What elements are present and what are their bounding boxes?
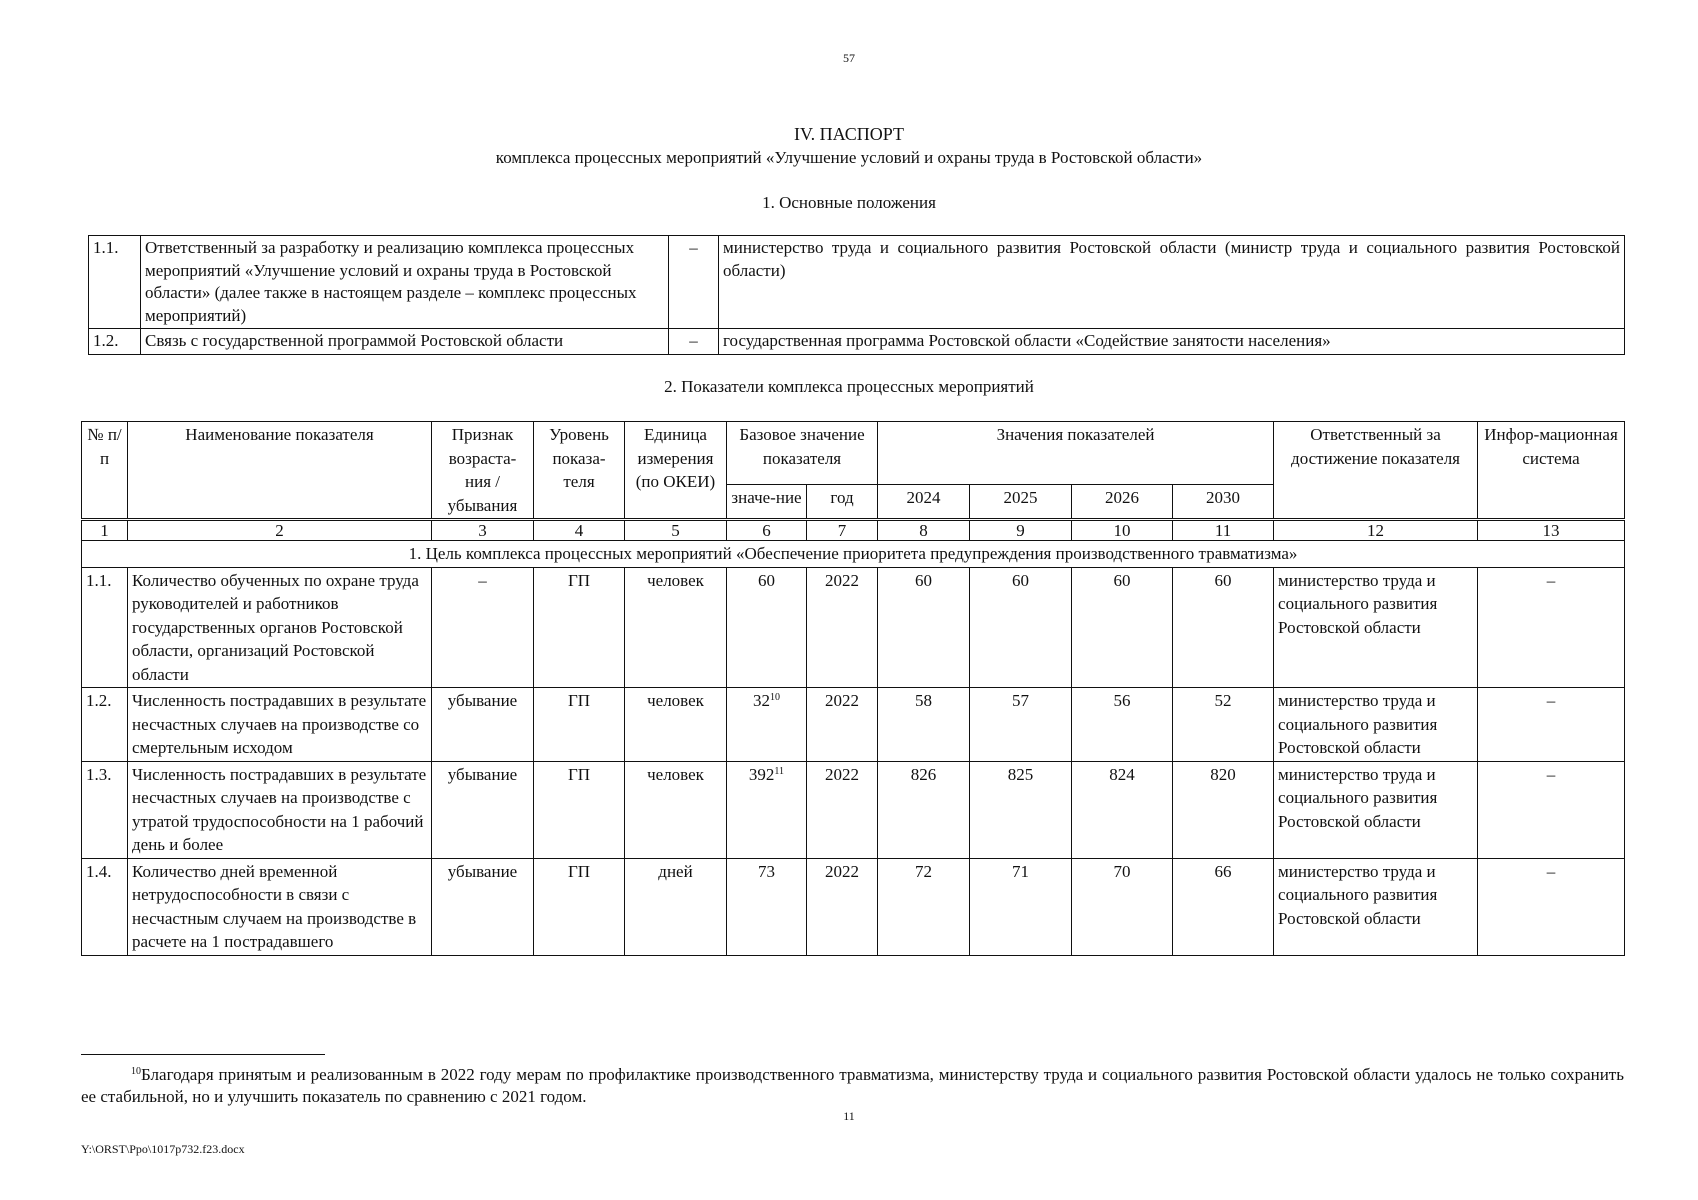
column-number: 3: [432, 520, 534, 541]
table-row: [82, 567, 1625, 688]
indicator-value-2025: 57: [970, 688, 1072, 762]
indicator-responsible: министерство труда и социального развития Ростовской области: [1274, 761, 1478, 858]
column-number: 2: [128, 520, 432, 541]
document-subtitle: комплекса процессных мероприятий «Улучшение условий и охраны труда в Ростовской области»: [495, 148, 1203, 167]
header-level: Уровень показа-теля: [534, 422, 625, 520]
document-title: IV. ПАСПОРТ: [793, 124, 904, 144]
table-row: [89, 329, 1625, 355]
footnote-ref: 11: [774, 765, 785, 777]
provision-name: Связь с государственной программой Ростовской области: [141, 329, 669, 355]
indicator-value-2026: 824: [1072, 761, 1173, 858]
row-number: 1.1.: [89, 236, 141, 329]
column-number: 12: [1274, 520, 1478, 541]
indicator-value-2030: 52: [1173, 688, 1274, 762]
indicator-base-year: 2022: [807, 858, 878, 955]
indicator-value-2026: 60: [1072, 567, 1173, 688]
indicator-value-2030: 820: [1173, 761, 1274, 858]
footnote-ref: 10: [770, 692, 780, 703]
indicator-value-2024: 826: [878, 761, 970, 858]
header-year-2026: 2026: [1072, 485, 1173, 520]
indicator-base-year: 2022: [807, 688, 878, 762]
indicator-name: Численность пострадавших в результате несчастных случаев на производстве со смертельным исходом: [128, 688, 432, 762]
indicator-value-2025: 71: [970, 858, 1072, 955]
indicator-info-system: –: [1478, 688, 1625, 762]
indicator-level: ГП: [534, 567, 625, 688]
indicator-info-system: –: [1478, 761, 1625, 858]
indicator-info-system: –: [1478, 567, 1625, 688]
column-number: 5: [625, 520, 727, 541]
row-number: 1.4.: [82, 858, 128, 955]
indicator-unit: человек: [625, 761, 727, 858]
header-num: № п/п: [82, 422, 128, 520]
indicator-value-2030: 66: [1173, 858, 1274, 955]
indicator-value-2024: 72: [878, 858, 970, 955]
indicator-base-value: 73: [727, 858, 807, 955]
indicator-name: Количество обученных по охране труда руководителей и работников государственных органов Ростовской области, организаций Ростовской области: [128, 567, 432, 688]
row-number: 1.2.: [82, 688, 128, 762]
header-sign: Признак возраста-ния / убывания: [432, 422, 534, 520]
provision-value: министерство труда и социального развития Ростовской области (министр труда и социального развития Ростовской области): [719, 236, 1625, 329]
header-name: Наименование показателя: [128, 422, 432, 520]
footnote-separator: [81, 1054, 325, 1055]
column-number: 8: [878, 520, 970, 541]
indicator-value-2030: 60: [1173, 567, 1274, 688]
indicator-responsible: министерство труда и социального развития Ростовской области: [1274, 688, 1478, 762]
indicator-base-year: 2022: [807, 761, 878, 858]
header-responsible: Ответственный за достижение показателя: [1274, 422, 1478, 520]
table-header-row: [82, 422, 1625, 485]
footnote: [81, 1064, 1624, 1108]
table-row: [82, 761, 1625, 858]
column-number: 9: [970, 520, 1072, 541]
indicator-value-2026: 56: [1072, 688, 1173, 762]
column-number: 7: [807, 520, 878, 541]
main-provisions-table: [88, 235, 1625, 355]
indicator-unit: человек: [625, 688, 727, 762]
indicator-base-value: 60: [727, 567, 807, 688]
indicator-unit: человек: [625, 567, 727, 688]
section-1-heading: 1. Основные положения: [762, 193, 936, 212]
indicator-value-2024: 58: [878, 688, 970, 762]
header-base: Базовое значение показателя: [727, 422, 878, 485]
indicator-level: ГП: [534, 858, 625, 955]
indicator-name: Количество дней временной нетрудоспособности в связи с несчастным случаем на производстве в расчете на 1 пострадавшего: [128, 858, 432, 955]
goal-title: 1. Цель комплекса процессных мероприятий «Обеспечение приоритета предупреждения производственного травматизма»: [82, 541, 1625, 568]
indicator-info-system: –: [1478, 858, 1625, 955]
indicator-sign: –: [432, 567, 534, 688]
header-year-2024: 2024: [878, 485, 970, 520]
header-base-value: значе-ние: [727, 485, 807, 520]
indicator-value-2025: 60: [970, 567, 1072, 688]
page-number: 57: [843, 51, 855, 65]
provision-value: государственная программа Ростовской области «Содействие занятости населения»: [719, 329, 1625, 355]
indicator-sign: убывание: [432, 688, 534, 762]
indicator-responsible: министерство труда и социального развития Ростовской области: [1274, 567, 1478, 688]
header-values: Значения показателей: [878, 422, 1274, 485]
header-base-year: год: [807, 485, 878, 520]
header-unit: Единица измерения (по ОКЕИ): [625, 422, 727, 520]
indicator-unit: дней: [625, 858, 727, 955]
indicator-sign: убывание: [432, 761, 534, 858]
column-number: 10: [1072, 520, 1173, 541]
column-numbers-row: [82, 520, 1625, 541]
row-number: 1.3.: [82, 761, 128, 858]
indicator-base-value: $32^{10}$: [727, 688, 807, 762]
column-number: 4: [534, 520, 625, 541]
header-year-2025: 2025: [970, 485, 1072, 520]
indicator-value-2026: 70: [1072, 858, 1173, 955]
indicator-responsible: министерство труда и социального развития Ростовской области: [1274, 858, 1478, 955]
indicator-value-2024: 60: [878, 567, 970, 688]
header-year-2030: 2030: [1173, 485, 1274, 520]
goal-row: [82, 541, 1625, 568]
table-row: [82, 688, 1625, 762]
row-number: 1.1.: [82, 567, 128, 688]
indicator-level: ГП: [534, 688, 625, 762]
section-2-heading: 2. Показатели комплекса процессных мероприятий: [664, 377, 1034, 396]
indicators-table: [81, 421, 1625, 956]
indicator-base-value: $392^{11}$: [727, 761, 807, 858]
footnote-next-marker: 11: [843, 1109, 855, 1123]
file-path: Y:\ORST\Ppo\1017p732.f23.docx: [81, 1142, 245, 1156]
table-row: [82, 858, 1625, 955]
provision-name: Ответственный за разработку и реализацию комплекса процессных мероприятий «Улучшение условий и охраны труда в Ростовской области» (далее также в настоящем разделе – комплекс процессных мероприятий): [141, 236, 669, 329]
indicator-value-2025: 825: [970, 761, 1072, 858]
column-number: 13: [1478, 520, 1625, 541]
indicator-sign: убывание: [432, 858, 534, 955]
column-number: 1: [82, 520, 128, 541]
provision-dash: –: [669, 329, 719, 355]
provision-dash: –: [669, 236, 719, 329]
footnote-marker: 10: [131, 1066, 141, 1077]
indicator-name: Численность пострадавших в результате несчастных случаев на производстве с утратой трудоспособности на 1 рабочий день и более: [128, 761, 432, 858]
column-number: 11: [1173, 520, 1274, 541]
column-number: 6: [727, 520, 807, 541]
footnote-text: Благодаря принятым и реализованным в 2022 году мерам по профилактике производственного травматизма, министерству труда и социального развития Ростовской области удалось не только сохранить ее стабильной, но и улучшить показатель по сравнению с 2021 годом.: [81, 1065, 1624, 1106]
table-row: [89, 236, 1625, 329]
indicator-base-year: 2022: [807, 567, 878, 688]
indicator-level: ГП: [534, 761, 625, 858]
row-number: 1.2.: [89, 329, 141, 355]
header-info: Инфор-мационная система: [1478, 422, 1625, 520]
